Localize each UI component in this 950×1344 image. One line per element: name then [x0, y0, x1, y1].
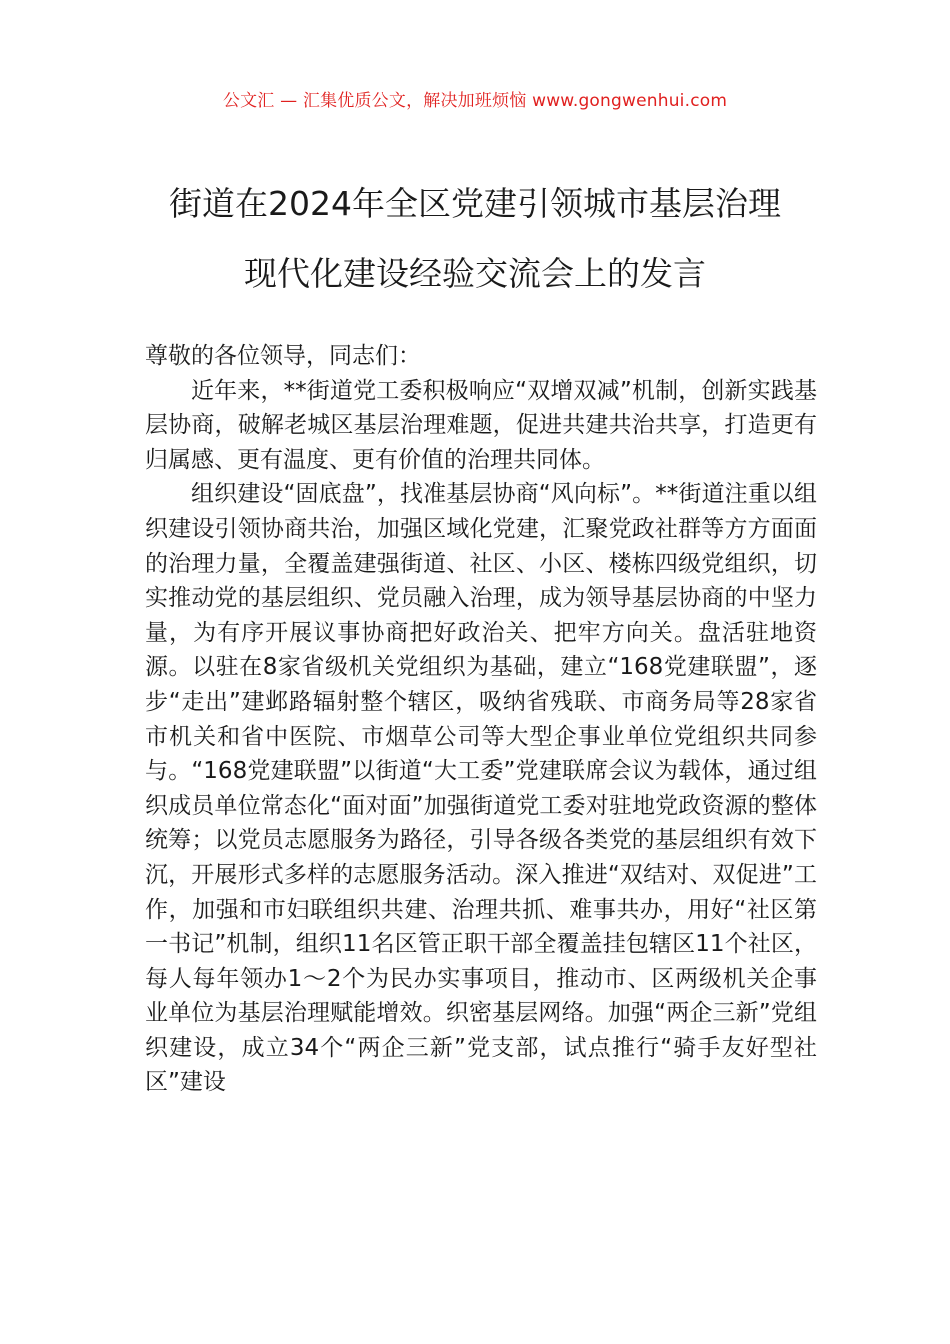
paragraph: 近年来，**街道党工委积极响应“双增双减”机制，创新实践基层协商，破解老城区基层治理难题，促进共建共治共享，打造更有归属感、更有温度、更有价值的治理共同体。 [145, 377, 817, 473]
document-title-line-1: 街道在2024年全区党建引领城市基层治理 [169, 184, 781, 223]
website-banner: 公文汇 — 汇集优质公文，解决加班烦恼 www.gongwenhui.com [222, 91, 728, 111]
salutation: 尊敬的各位领导，同志们： [145, 343, 421, 369]
document-title-line-2: 现代化建设经验交流会上的发言 [244, 254, 706, 293]
document-body [145, 339, 817, 1100]
paragraph: 组织建设“固底盘”，找准基层协商“风向标”。**街道注重以组织建设引领协商共治，加强区域化党建，汇聚党政社群等方方面面的治理力量，全覆盖建强街道、社区、小区、楼栋四级党组织，切实推动党的基层组织、党员融入治理，成为领导基层协商的中坚力量，为有序开展议事协商把好政治关、把牢方向关。盘活驻地资源。以驻在8家省级机关党组织为基础，建立“168党建联盟”，逐步“走出”建邺路辐射整个辖区，吸纳省残联、市商务局等28家省市机关和省中医院、市烟草公司等大型企事业单位党组织共同参与。“168党建联盟”以街道“大工委”党建联席会议为载体，通过组织成员单位常态化“面对面”加强街道党工委对驻地党政资源的整体统筹；以党员志愿服务为路径，引导各级各类党的基层组织有效下沉，开展形式多样的志愿服务活动。深入推进“双结对、双促进”工作，加强和市妇联组织共建、治理共抓、难事共办，用好“社区第一书记”机制，组织11名区管正职干部全覆盖挂包辖区11个社区，每人每年领办1～2个为民办实事项目，推动市、区两级机关企事业单位为基层治理赋能增效。织密基层网络。加强“两企三新”党组织建设，成立34个“两企三新”党支部，试点推行“骑手友好型社区”建设 [145, 481, 817, 1096]
